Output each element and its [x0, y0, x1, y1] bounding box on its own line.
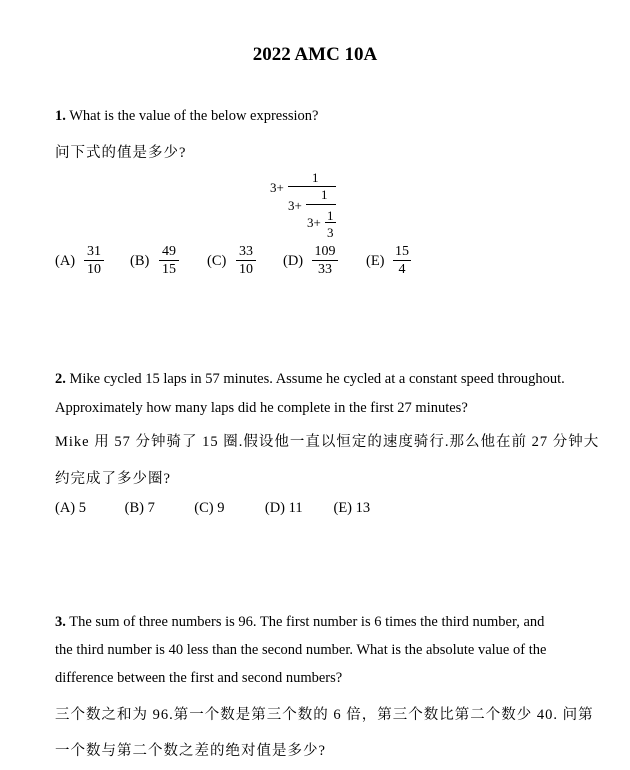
question-3-chinese-line-1: 三个数之和为 96.第一个数是第三个数的 6 倍，第三个数比第二个数少 40. 问第 [55, 707, 594, 723]
cf-level1-numerator: 1 [312, 170, 319, 185]
cf-level3-numerator: 1 [327, 208, 334, 223]
question-2-choice-d: (D) 11 [264, 500, 303, 516]
question-2-choice-e: (E) 13 [333, 500, 371, 516]
question-3-line-1: 3. The sum of three numbers is 96. The first number is 6 times the third number, and [55, 614, 545, 630]
continued-fraction-expression [270, 170, 350, 242]
question-2-choice-a: (A) 5 [55, 500, 87, 516]
question-2-number: 2. [55, 371, 66, 387]
question-2-line-2: Approximately how many laps did he complete in the first 27 minutes? [55, 400, 468, 416]
cf-level2-bar [306, 204, 336, 205]
question-1-text [55, 108, 319, 125]
choice-b-fraction: $\frac{49}{15}$ [159, 243, 179, 278]
question-1-chinese: 问下式的值是多少? [55, 145, 187, 161]
choice-d-label: (D) [283, 253, 304, 269]
question-2-line-1: 2. Mike cycled 15 laps in 57 minutes. Assume he cycled at a constant speed throughout. [55, 371, 565, 387]
choice-e-fraction: $\frac{15}{4}$ [395, 244, 409, 277]
question-2-choice-b: (B) 7 [124, 500, 155, 516]
cf-level1-prefix: 3+ [270, 180, 284, 195]
cf-level3-bar [325, 222, 336, 223]
choice-c-fraction: $\frac{33}{10}$ [236, 243, 256, 278]
question-2-choices [55, 500, 370, 517]
choice-a-label: (A) [55, 253, 76, 269]
choice-c-label: (C) [207, 253, 227, 269]
cf-level2-numerator: 1 [321, 187, 328, 202]
choice-e-label: (E) [366, 253, 385, 269]
question-3-line-2: the third number is 40 less than the second number. What is the absolute value of the [55, 642, 547, 658]
choice-d-fraction: $\frac{109}{33}$ [312, 243, 338, 278]
choice-a-fraction: $\frac{31}{10}$ [84, 243, 104, 278]
choice-b-label: (B) [130, 253, 150, 269]
cf-level3-prefix: 3+ [307, 215, 321, 230]
question-2-chinese-line-2: 约完成了多少圈? [55, 471, 171, 487]
question-1-english: What is the value of the below expression? [69, 108, 319, 124]
cf-level2-prefix: 3+ [288, 198, 302, 213]
question-1-number: 1. [55, 108, 66, 124]
cf-level3-denominator: 3 [327, 225, 334, 240]
question-2-choice-c: (C) 9 [194, 500, 225, 516]
question-3-number: 3. [55, 614, 66, 630]
question-2-chinese-line-1: Mike 用 57 分钟骑了 15 圈.假设他一直以恒定的速度骑行.那么他在前 27 分钟大 [55, 434, 600, 450]
question-3-chinese-line-2: 一个数与第二个数之差的绝对值是多少? [55, 743, 326, 759]
cf-level1-bar [288, 186, 336, 187]
question-3-line-3: difference between the first and second numbers? [55, 670, 343, 686]
page-title: 2022 AMC 10A [252, 44, 378, 65]
